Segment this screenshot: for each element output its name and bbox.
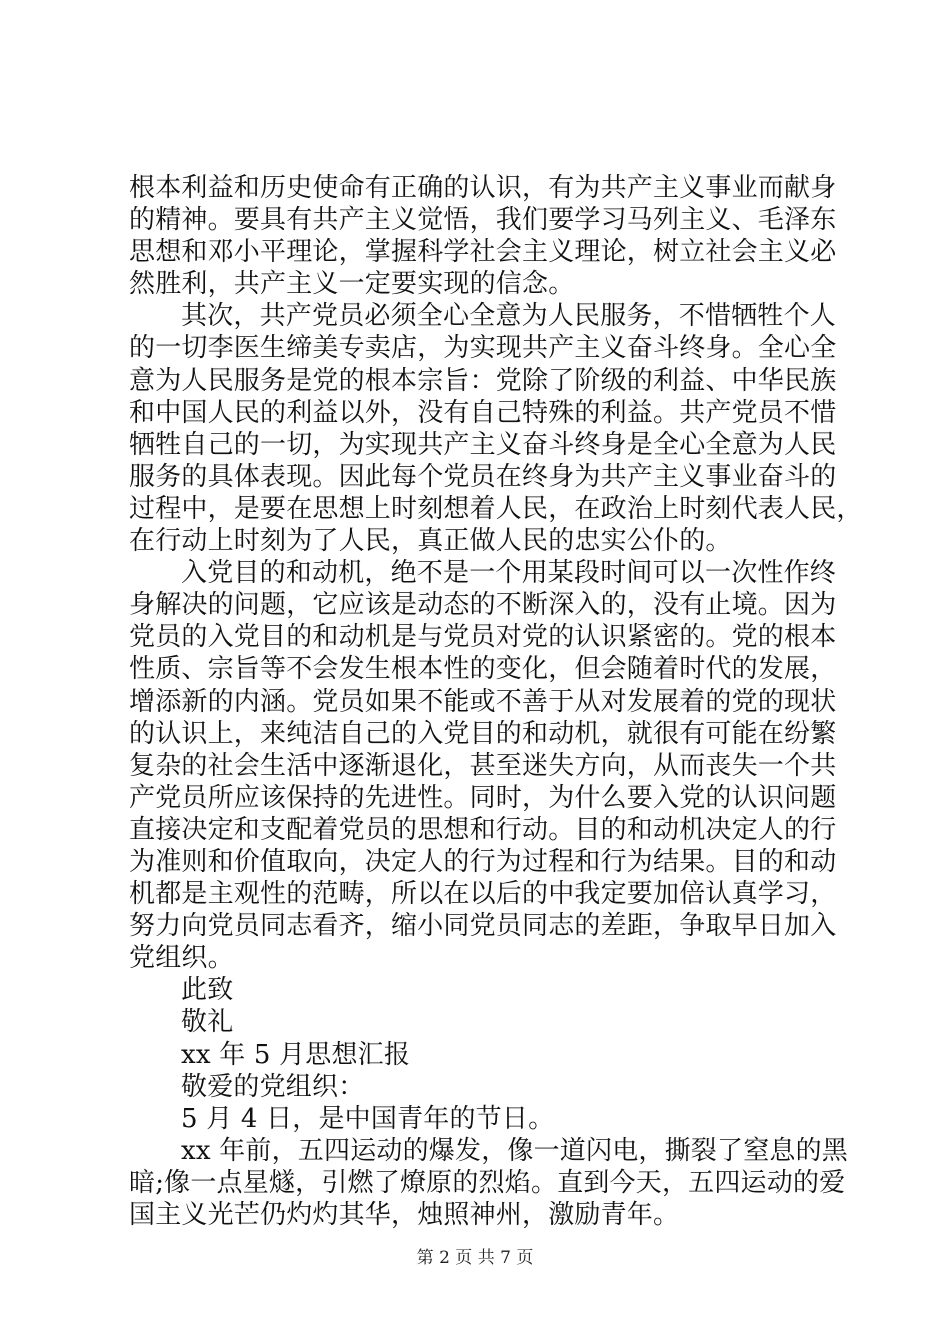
- closing-salutation: 此致: [181, 975, 234, 1006]
- text-line: 产党员所应该保持的先进性。同时，为什么要入党的认识问题: [129, 782, 837, 813]
- section-title: xx 年 5 月思想汇报: [181, 1039, 411, 1070]
- paragraph-first-line: 入党目的和动机，绝不是一个用某段时间可以一次性作终: [181, 558, 837, 589]
- text-line: 为准则和价值取向，决定人的行为过程和行为结果。目的和动: [129, 846, 837, 877]
- text-line: 党员的入党目的和动机是与党员对党的认识紧密的。党的根本: [129, 622, 837, 653]
- text-line: 复杂的社会生活中逐渐退化，甚至迷失方向，从而丧失一个共: [129, 750, 837, 781]
- text-line: 然胜利，共产主义一定要实现的信念。: [129, 269, 575, 300]
- text-line: 在行动上时刻为了人民，真正做人民的忠实公仆的。: [129, 526, 732, 557]
- paragraph-first-line: 5 月 4 日，是中国青年的节日。: [181, 1103, 555, 1134]
- text-line: 根本利益和历史使命有正确的认识，有为共产主义事业而献身: [129, 173, 837, 203]
- page-number-footer: 第 2 页 共 7 页: [416, 1248, 534, 1268]
- greeting: 敬爱的党组织：: [181, 1071, 365, 1102]
- text-line: 身解决的问题，它应该是动态的不断深入的，没有止境。因为: [129, 590, 837, 621]
- text-line: 思想和邓小平理论，掌握科学社会主义理论，树立社会主义必: [129, 237, 837, 268]
- paragraph-first-line: xx 年前，五四运动的爆发，像一道闪电，撕裂了窒息的黑: [181, 1135, 848, 1166]
- text-line: 服务的具体表现。因此每个党员在终身为共产主义事业奋斗的: [129, 461, 837, 492]
- text-line: 努力向党员同志看齐，缩小同党员同志的差距，争取早日加入: [129, 911, 837, 942]
- text-line: 性质、宗旨等不会发生根本性的变化，但会随着时代的发展，: [129, 654, 837, 685]
- text-line: 的认识上，来纯洁自己的入党目的和动机，就很有可能在纷繁: [129, 718, 837, 749]
- text-line: 意为人民服务是党的根本宗旨：党除了阶级的利益、中华民族: [129, 365, 837, 396]
- text-line: 的精神。要具有共产主义觉悟，我们要学习马列主义、毛泽东: [129, 205, 837, 236]
- text-line: 暗;像一点星燧，引燃了燎原的烈焰。直到今天，五四运动的爱: [129, 1167, 846, 1198]
- text-line: 国主义光芒仍灼灼其华，烛照神州，激励青年。: [129, 1200, 680, 1230]
- closing-regards: 敬礼: [181, 1007, 234, 1038]
- paragraph-first-line: 其次，共产党员必须全心全意为人民服务，不惜牺牲个人: [181, 301, 837, 332]
- text-line: 机都是主观性的范畴，所以在以后的中我定要加倍认真学习，: [129, 879, 837, 910]
- text-line: 的一切李医生缔美专卖店，为实现共产主义奋斗终身。全心全: [129, 333, 837, 364]
- text-line: 和中国人民的利益以外，没有自己特殊的利益。共产党员不惜: [129, 397, 837, 428]
- text-line: 直接决定和支配着党员的思想和行动。目的和动机决定人的行: [129, 814, 837, 845]
- text-line: 增添新的内涵。党员如果不能或不善于从对发展着的党的现状: [129, 686, 837, 717]
- document-body: [129, 172, 863, 1231]
- text-line: 党组织。: [129, 943, 234, 974]
- text-line: 过程中，是要在思想上时刻想着人民，在政治上时刻代表人民，: [129, 493, 863, 524]
- text-line: 牺牲自己的一切，为实现共产主义奋斗终身是全心全意为人民: [129, 429, 837, 460]
